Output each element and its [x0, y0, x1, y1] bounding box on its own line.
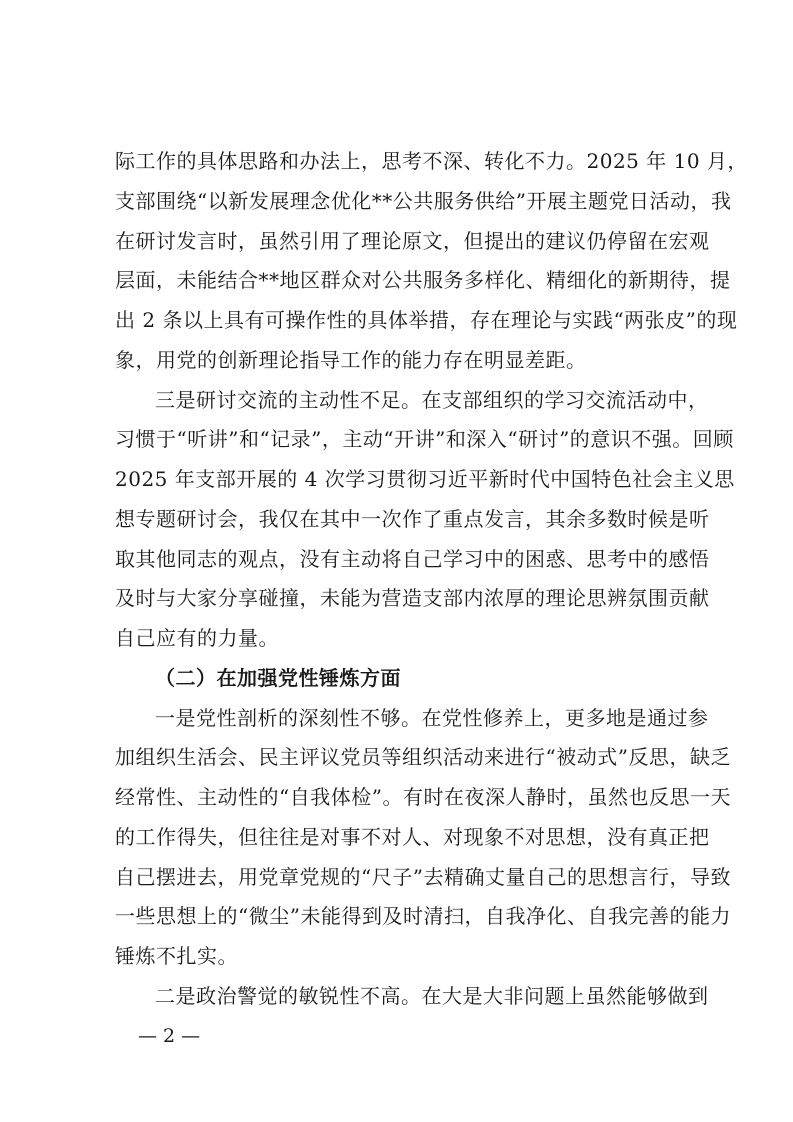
section-heading: （二）在加强党性锤炼方面 [155, 665, 401, 690]
text-line: 在研讨发言时，虽然引用了理论原文，但提出的建议仍停留在宏观 [115, 228, 710, 253]
text-line: 际工作的具体思路和办法上，思考不深、转化不力。2025 年 10 月， [115, 149, 748, 173]
text-line: 象，用党的创新理论指导工作的能力存在明显差距。 [115, 347, 587, 372]
text-line: 支部围绕“以新发展理念优化**公共服务供给”开展主题党日活动，我 [115, 188, 732, 213]
text-line: 取其他同志的观点，没有主动将自己学习中的困惑、思考中的感悟 [115, 546, 710, 571]
paragraph-start-line: 一是党性剖析的深刻性不够。在党性修养上，更多地是通过参 [155, 705, 709, 730]
text-line: 的工作得失，但往往是对事不对人、对现象不对思想，没有真正把 [115, 824, 710, 849]
text-line: 锤炼不扎实。 [115, 944, 238, 968]
paragraph-start-line: 三是研讨交流的主动性不足。在支部组织的学习交流活动中， [155, 387, 709, 412]
text-line: 出 2 条以上具有可操作性的具体举措，存在理论与实践“两张皮”的现 [115, 308, 738, 332]
text-line: 想专题研讨会，我仅在其中一次作了重点发言，其余多数时候是听 [115, 506, 710, 531]
paragraph-start-line: 二是政治警觉的敏锐性不高。在大是大非问题上虽然能够做到 [155, 983, 709, 1008]
page-number: — 2 — [138, 1025, 201, 1047]
text-line: 自己摆进去，用党章党规的“尺子”去精确丈量自己的思想言行，导致 [115, 864, 731, 889]
body-text [115, 142, 748, 1017]
text-line: 自己应有的力量。 [115, 626, 279, 650]
text-line: 经常性、主动性的“自我体检”。有时在夜深人静时，虽然也反思一天 [115, 785, 731, 809]
text-line: 一些思想上的“微尘”未能得到及时清扫，自我净化、自我完善的能力 [115, 904, 731, 929]
text-line: 层面，未能结合**地区群众对公共服务多样化、精细化的新期待，提 [115, 268, 731, 293]
text-line: 加组织生活会、民主评议党员等组织活动来进行“被动式”反思，缺乏 [115, 745, 731, 770]
text-line: 2025 年支部开展的 4 次学习贯彻习近平新时代中国特色社会主义思 [115, 467, 735, 491]
text-line: 习惯于“听讲”和“记录”，主动“开讲”和深入“研讨”的意识不强。回顾 [115, 427, 734, 452]
text-line: 及时与大家分享碰撞，未能为营造支部内浓厚的理论思辨氛围贡献 [115, 586, 710, 611]
